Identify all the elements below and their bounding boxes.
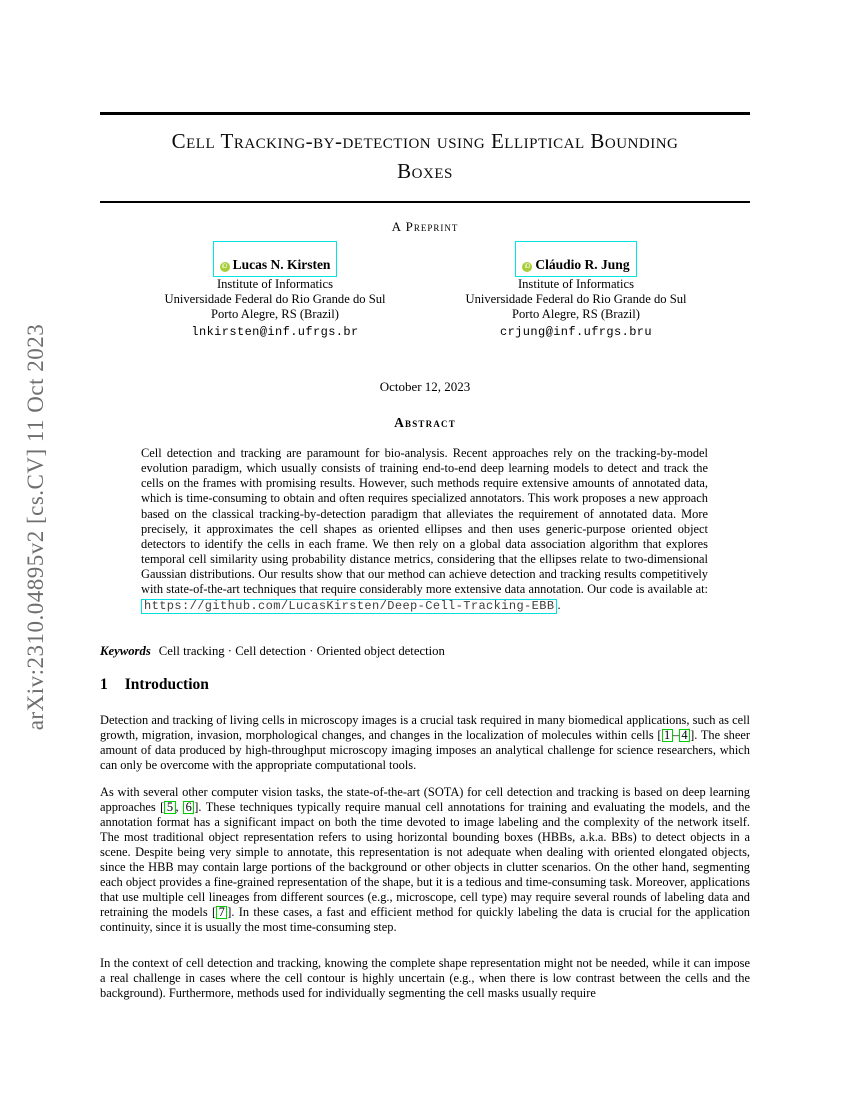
intro-paragraph-2 — [100, 785, 750, 935]
orcid-icon: iD — [522, 262, 532, 272]
keywords-items: Cell tracking · Cell detection · Oriented object detection — [158, 644, 445, 658]
author-city: Porto Alegre, RS (Brazil) — [511, 307, 640, 322]
section-heading-introduction — [100, 676, 750, 694]
author-name: Cláudio R. Jung — [535, 257, 630, 272]
author-block-2 — [426, 241, 726, 339]
keywords-line — [100, 644, 750, 659]
section-title: Introduction — [124, 676, 209, 693]
author-link-1[interactable] — [213, 241, 338, 277]
author-university: Universidade Federal do Rio Grande do Sul — [164, 292, 386, 307]
title-rule-bottom — [100, 201, 750, 203]
citation-link-6[interactable]: 6 — [183, 801, 194, 814]
author-university: Universidade Federal do Rio Grande do Sul — [465, 292, 687, 307]
title-rule-top — [100, 112, 750, 115]
paper-date: October 12, 2023 — [379, 379, 471, 394]
author-city: Porto Alegre, RS (Brazil) — [210, 307, 339, 322]
author-department: Institute of Informatics — [517, 277, 635, 291]
citation-link-5[interactable]: 5 — [164, 801, 175, 814]
preprint-label: A Preprint — [391, 219, 459, 234]
paragraph-text: Detection and tracking of living cells in microscopy images is a crucial task required in many biomedical applications, such as cell growth, migration, invasion, morphological changes, and changes in the localization of molecules within cells [ — [100, 713, 750, 743]
citation-link-1[interactable]: 1 — [662, 729, 673, 742]
citation-link-4[interactable]: 4 — [679, 729, 690, 742]
author-email[interactable]: lnkirsten@inf.ufrgs.br — [191, 324, 359, 339]
arxiv-watermark: arXiv:2310.04895v2 [cs.CV] 11 Oct 2023 — [23, 323, 48, 731]
section-number: 1 — [100, 676, 108, 693]
paper-title — [100, 126, 750, 186]
paragraph-text: ]. These techniques typically require manual cell annotations for training and evaluating the models, and the annotation format has a significant impact on both the time devoted to image labeling and the complexity of the network itself. The most traditional object representation refers to using horizontal bounding boxes (HBBs, a.k.a. BBs) to detect objects in a scene. Despite being very simple to annotate, this representation is not adequate when dealing with oriented elongated objects, since the HBB may contain large portions of the background or other objects in clutter scenarios. On the other hand, segmenting each object provides a fine-grained representation of the shape, but it is a tedious and time-consuming task. Moreover, applications that use multiple cell lineages from different sources (e.g., microscope, cell type) may require several rounds of labeling data and retraining the models [ — [100, 800, 751, 920]
abstract-text — [141, 446, 708, 614]
abstract-body-text: Cell detection and tracking are paramount for bio-analysis. Recent approaches rely on the tracking-by-model evolution paradigm, which usually consists of training end-to-end deep learning models to detect and track the cells on the frames with promising results. However, such methods require extensive amounts of annotated data, which is time-consuming to obtain and often requires specialized annotators. This work proposes a new approach based on the classical tracking-by-detection paradigm that alleviates the requirement of annotated data. More precisely, it approximates the cell shapes as oriented ellipses and then uses generic-purpose oriented object detectors to identify the cells in each frame. We then rely on a global data association algorithm that explores temporal cell similarity using probability distance metrics, considering that the ellipses relate to two-dimensional Gaussian distributions. Our results show that our method can achieve detection and tracking results competitively with state-of-the-art techniques that require considerably more extensive data annotation. Our code is available at: — [141, 446, 708, 597]
paragraph-text: , — [175, 800, 184, 815]
paragraph-text: As with several other computer vision tasks, the state-of-the-art (SOTA) for cell detection and tracking is based on deep learning approaches [ — [100, 785, 750, 815]
author-name: Lucas N. Kirsten — [232, 257, 331, 272]
paragraph-text: – — [672, 728, 679, 743]
author-email[interactable]: crjung@inf.ufrgs.bru — [499, 324, 653, 339]
paper-title-line2: Boxes — [397, 159, 453, 183]
author-link-2[interactable] — [515, 241, 636, 277]
github-repo-link[interactable]: https://github.com/LucasKirsten/Deep-Cell-Tracking-EBB — [141, 599, 557, 614]
paragraph-text: ]. In these cases, a fast and efficient method for quickly labeling the data is crucial for the application continuity, since it is usually the most time-consuming step. — [100, 905, 751, 935]
author-department: Institute of Informatics — [216, 277, 334, 291]
abstract-suffix: . — [557, 597, 561, 612]
abstract-heading: Abstract — [394, 415, 456, 430]
paragraph-text: ]. The sheer amount of data produced by high-throughput microscopy imaging imposes an analytical challenge for science researchers, which can only be overcome with the appropriate computational tools. — [100, 728, 750, 773]
intro-paragraph-1 — [100, 713, 750, 773]
orcid-icon: iD — [220, 262, 230, 272]
keywords-label: Keywords — [100, 644, 151, 658]
intro-paragraph-3: In the context of cell detection and tracking, knowing the complete shape representation might not be needed, while it can impose a real challenge in cases where the cell contour is highly uncertain (e.g., when there is low contrast between the cells and the background). Furthermore, methods used for individually segmenting the cell masks usually require — [100, 956, 750, 1001]
citation-link-7[interactable]: 7 — [216, 906, 227, 919]
author-block-1 — [125, 241, 425, 339]
paper-title-line1: Cell Tracking-by-detection using Elliptical Bounding — [171, 129, 679, 153]
